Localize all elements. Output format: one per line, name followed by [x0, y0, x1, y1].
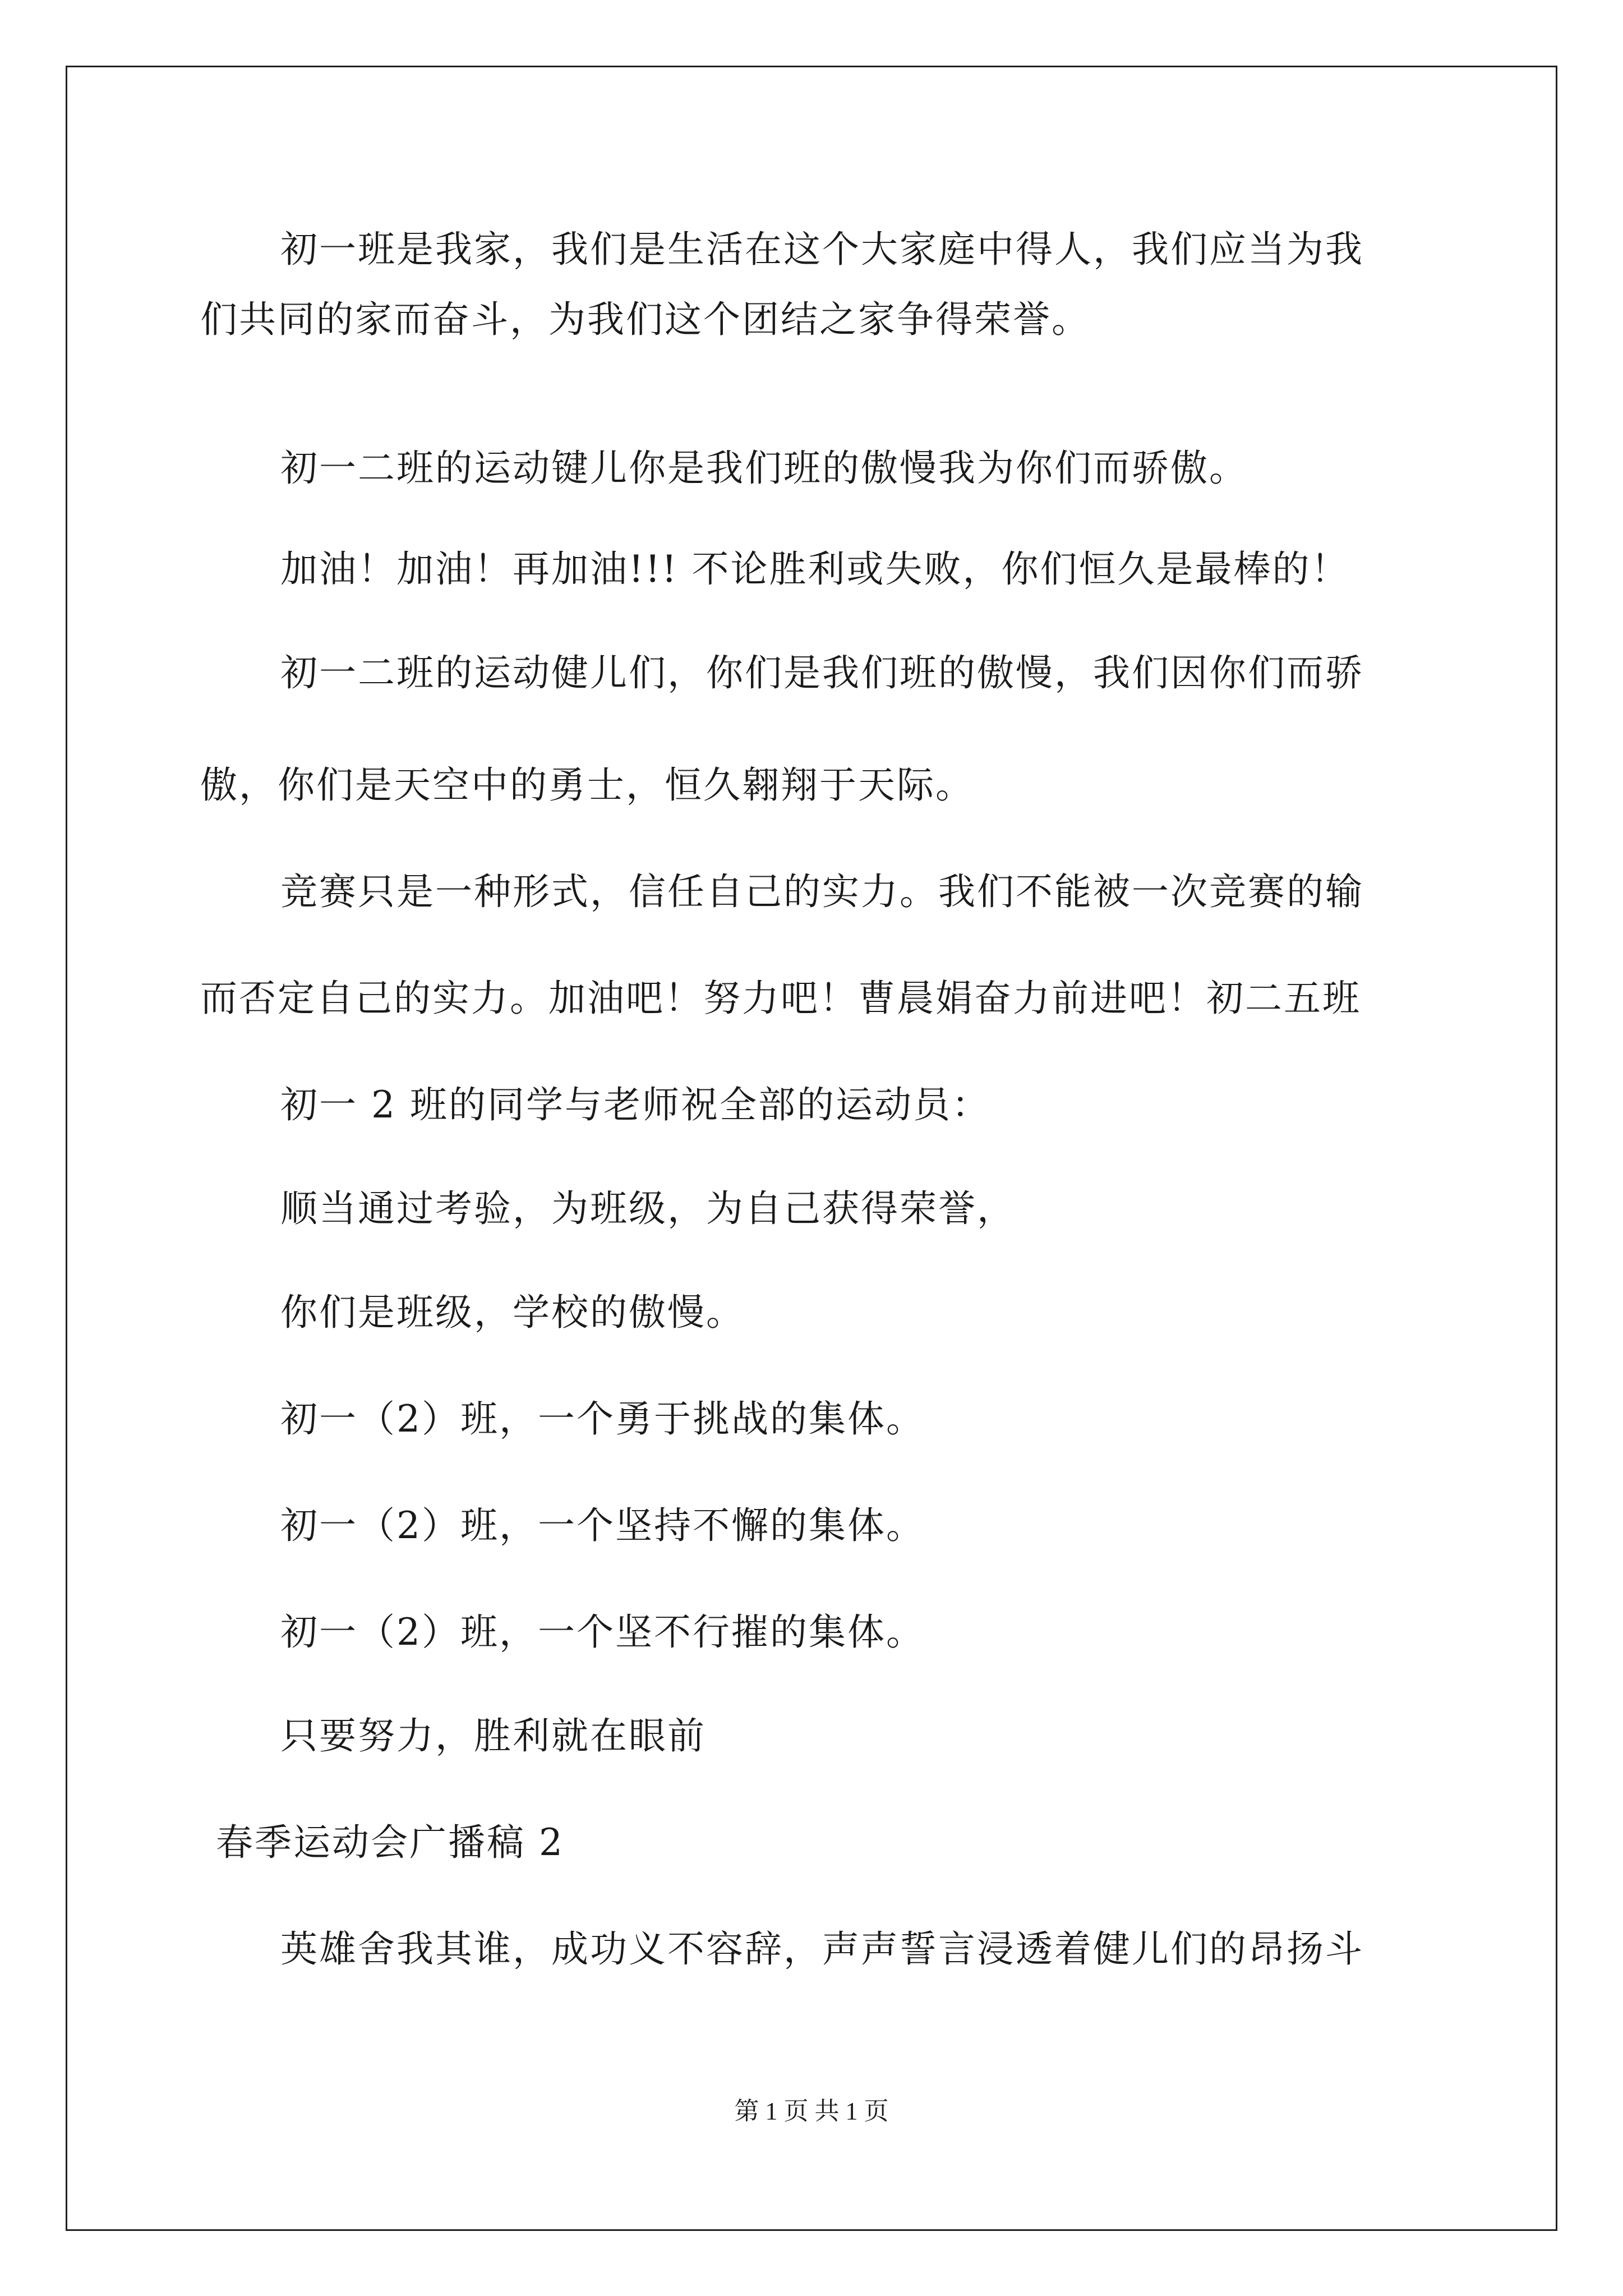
page-footer: 第 1 页 共 1 页 — [734, 2097, 889, 2125]
paragraph-line: 初一（2）班，一个坚不行摧的集体。 — [280, 1611, 925, 1654]
paragraph-line: 而否定自己的实力。加油吧！努力吧！曹晨娟奋力前进吧！初二五班 — [200, 977, 1361, 1020]
paragraph-line: 加油！加油！再加油!!! 不论胜利或失败，你们恒久是最棒的！ — [280, 547, 1350, 591]
paragraph-line: 初一班是我家，我们是生活在这个大家庭中得人，我们应当为我 — [280, 228, 1364, 271]
paragraph-line: 们共同的家而奋斗，为我们这个团结之家争得荣誉。 — [200, 298, 1090, 341]
paragraph-line: 初一二班的运动健儿们，你们是我们班的傲慢，我们因你们而骄 — [280, 651, 1364, 694]
paragraph-line: 初一二班的运动键儿你是我们班的傲慢我为你们而骄傲。 — [280, 447, 1248, 490]
paragraph-line: 顺当通过考验，为班级，为自己获得荣誉， — [280, 1187, 1016, 1230]
paragraph-line: 傲，你们是天空中的勇士，恒久翱翔于天际。 — [200, 763, 974, 807]
section-heading: 春季运动会广播稿 2 — [216, 1821, 564, 1864]
paragraph-line: 初一（2）班，一个勇于挑战的集体。 — [280, 1397, 925, 1441]
paragraph-line: 只要努力，胜利就在眼前 — [280, 1714, 706, 1757]
paragraph-line: 初一（2）班，一个坚持不懈的集体。 — [280, 1504, 925, 1547]
paragraph-line: 英雄舍我其谁，成功义不容辞，声声誓言浸透着健儿们的昂扬斗 — [280, 1927, 1364, 1971]
paragraph-line: 你们是班级，学校的傲慢。 — [280, 1291, 745, 1334]
paragraph-line: 初一 2 班的同学与老师祝全部的运动员： — [280, 1083, 990, 1126]
page-border — [66, 66, 1557, 2231]
paragraph-line: 竞赛只是一种形式，信任自己的实力。我们不能被一次竞赛的输 — [280, 870, 1364, 913]
